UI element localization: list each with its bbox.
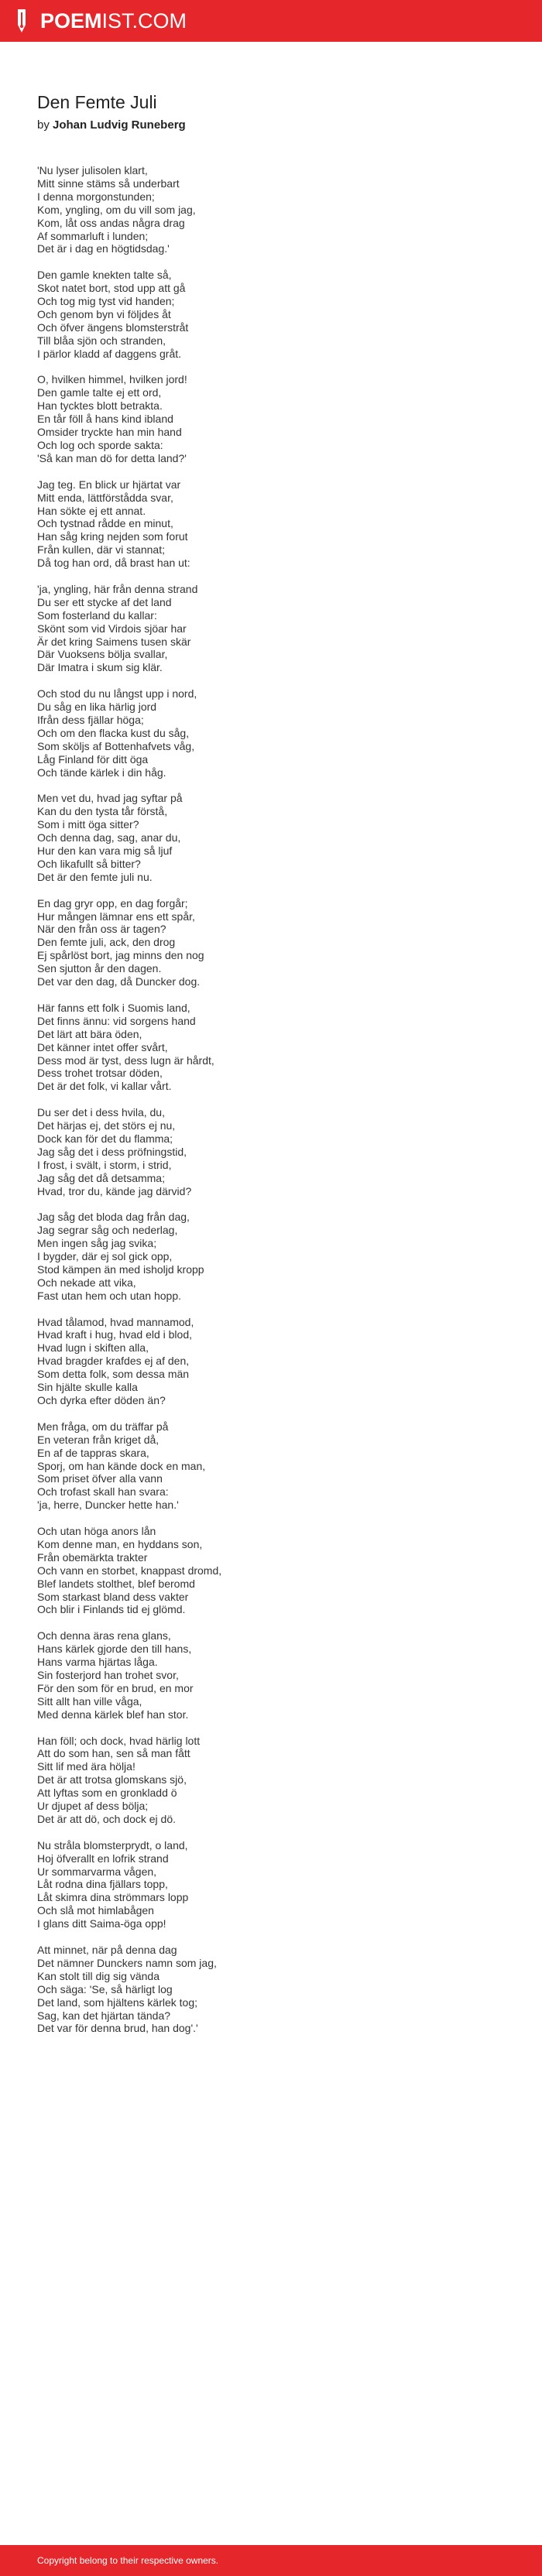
poem-body: [37, 164, 509, 2035]
poem-line: Det är i dag en högtidsdag.': [37, 242, 170, 255]
poem-line: Där Imatra i skum sig klär.: [37, 661, 163, 674]
poem-line: Sitt allt han ville våga,: [37, 1694, 142, 1708]
poem-line: Kom denne man, en hyddans son,: [37, 1537, 203, 1550]
poem-stanza: [37, 583, 509, 674]
poem-line: Kom, yngling, om du vill som jag,: [37, 203, 196, 216]
poem-stanza: [37, 1316, 509, 1407]
poem-stanza: [37, 373, 509, 464]
poem-line: Du ser ett stycke af det land: [37, 595, 172, 608]
poem-line: Han föll; och dock, hvad härlig lott: [37, 1734, 201, 1747]
poem-line: Du såg en lika härlig jord: [37, 701, 157, 714]
poem-line: Nu stråla blomsterprydt, o land,: [37, 1838, 188, 1852]
quill-pen-icon: [11, 8, 33, 34]
poem-line: Som fosterland du kallar:: [37, 608, 157, 622]
poem-line: O, hvilken himmel, hvilken jord!: [37, 373, 187, 386]
poem-line: Och denna äras rena glans,: [37, 1629, 171, 1643]
poem-line: En dag gryr opp, en dag forgår;: [37, 896, 188, 909]
poem-line: Att minnet, när på denna dag: [37, 1943, 177, 1956]
poem-line: Hvad tålamod, hvad mannamod,: [37, 1315, 194, 1328]
poem-line: Hvad bragder krafdes ej af den,: [37, 1355, 190, 1368]
poem-line: Och tystnad rådde en minut,: [37, 517, 173, 530]
poem-line: Den gamle talte ej ett ord,: [37, 386, 162, 399]
poem-line: 'Nu lyser julisolen klart,: [37, 164, 148, 176]
poem-line: Då tog han ord, då brast han ut:: [37, 557, 190, 570]
poem-stanza: [37, 1420, 509, 1512]
poem-line: Sag, kan det hjärtan tända?: [37, 2009, 171, 2022]
poem-line: I pärlor kladd af daggens gråt.: [37, 347, 182, 360]
poem-line: Som detta folk, som dessa män: [37, 1368, 190, 1381]
poem-line: En tår föll å hans kind ibland: [37, 413, 173, 426]
poem-line: Sitt lif med ära hölja!: [37, 1760, 136, 1773]
poem-line: Och säga: 'Se, så härligt log: [37, 1982, 173, 1995]
poem-line: Jag såg det i dess pröfningstid,: [37, 1145, 187, 1158]
poem-line: När den från oss är tagen?: [37, 923, 166, 936]
poem-line: Och likafullt så bitter?: [37, 857, 141, 870]
poem-line: Jag såg det då detsamma;: [37, 1171, 165, 1184]
poem-line: Med denna kärlek blef han stor.: [37, 1708, 189, 1721]
poem-line: Och nekade att vika,: [37, 1276, 136, 1289]
poem-line: Som starkast bland dess vakter: [37, 1590, 189, 1603]
poem-line: Jag teg. En blick ur hjärtat var: [37, 478, 181, 491]
poem-line: Ej spårlöst bort, jag minns den nog: [37, 949, 204, 962]
poem-line: Och trofast skall han svara:: [37, 1485, 169, 1499]
poem-line: Och genom byn vi följdes åt: [37, 307, 171, 320]
copyright-notice: Copyright belong to their respective owners.: [37, 2555, 219, 2566]
poem-line: Det var för denna brud, han dog'.': [37, 2022, 198, 2035]
poem-line: Det är det folk, vi kallar vårt.: [37, 1080, 172, 1093]
poem-line: Dock kan för det du flamma;: [37, 1132, 173, 1145]
poem-line: Och log och sporde sakta:: [37, 439, 163, 451]
poem-line: En veteran från kriget då,: [37, 1433, 160, 1446]
author-link[interactable]: Johan Ludvig Runeberg: [53, 118, 186, 132]
poem-line: Den gamle knekten talte så,: [37, 269, 172, 282]
poem-line: Till blåa sjön och stranden,: [37, 334, 166, 347]
site-logo-link[interactable]: [11, 8, 187, 34]
poem-line: Och tog mig tyst vid handen;: [37, 295, 175, 308]
poem-line: Och om den flacka kust du såg,: [37, 726, 190, 739]
poem-line: Sporj, om han kände dock en man,: [37, 1459, 206, 1472]
poem-line: Hur mången lämnar ens ett spår,: [37, 909, 195, 923]
poem-line: Är det kring Saimens tusen skär: [37, 635, 191, 648]
poem-line: Och utan höga anors lån: [37, 1525, 156, 1538]
poem-line: För den som för en brud, en mor: [37, 1681, 194, 1694]
poem-line: Det nämner Dunckers namn som jag,: [37, 1956, 217, 1969]
poem-line: Du ser det i dess hvila, du,: [37, 1106, 165, 1119]
poem-line: Hoj öfverallt en lofrik strand: [37, 1852, 169, 1865]
site-logo-text: POEMIST.COM: [40, 9, 187, 33]
poem-line: Skönt som vid Virdois sjöar har: [37, 622, 187, 635]
poem-stanza: [37, 1211, 509, 1302]
poem-line: Dess mod är tyst, dess lugn är hårdt,: [37, 1053, 214, 1067]
poem-line: Att do som han, sen så man fått: [37, 1747, 190, 1760]
poem-line: I frost, i svält, i storm, i strid,: [37, 1158, 172, 1171]
poem-line: Hvad lugn i skiften alla,: [37, 1341, 149, 1355]
poem-line: Dess trohet trotsar döden,: [37, 1067, 163, 1080]
poem-title: Den Femte Juli: [37, 92, 157, 112]
poem-line: Ur sommarvarma vågen,: [37, 1865, 157, 1878]
poem-line: Hans kärlek gjorde den till hans,: [37, 1643, 192, 1656]
poem-line: Af sommarluft i lunden;: [37, 229, 149, 242]
poem-line: Mitt sinne stäms så underbart: [37, 176, 180, 190]
poem-line: Jag segrar såg och nederlag,: [37, 1224, 178, 1237]
poem-line: Det är den femte juli nu.: [37, 870, 153, 883]
poem-stanza: [37, 478, 509, 570]
poem-line: Ur djupet af dess bölja;: [37, 1800, 149, 1813]
poem-line: Från kullen, där vi stannat;: [37, 543, 165, 557]
poem-line: Kom, låt oss andas några drag: [37, 216, 185, 229]
poem-line: Blef landets stolthet, blef beromd: [37, 1577, 195, 1590]
byline-label: by: [37, 118, 53, 132]
poem-line: Hvad, tror du, kände jag därvid?: [37, 1184, 192, 1197]
poem-line: Låg Finland för ditt öga: [37, 752, 149, 766]
poem-line: Det är att trotsa glomskans sjö,: [37, 1773, 187, 1786]
poem-line: Låt skimra dina strömmars lopp: [37, 1891, 189, 1904]
poem-line: Kan stolt till dig sig vända: [37, 1969, 160, 1982]
poem-line: Det land, som hjältens kärlek tog;: [37, 1995, 197, 2009]
site-header: [0, 0, 542, 42]
poem-line: Men fråga, om du träffar på: [37, 1420, 169, 1433]
poem-line: I bygder, där ej sol gick opp,: [37, 1250, 173, 1263]
site-footer: [0, 2545, 542, 2576]
poem-stanza: [37, 1839, 509, 1930]
poem-line: I glans ditt Saima-öga opp!: [37, 1917, 166, 1930]
poem-line: Sin hjälte skulle kalla: [37, 1381, 138, 1394]
poem-line: Fast utan hem och utan hopp.: [37, 1289, 182, 1302]
poem-line: 'ja, yngling, här från denna strand: [37, 582, 198, 595]
poem-stanza: [37, 269, 509, 360]
poem-line: Det känner intet offer svårt,: [37, 1040, 168, 1053]
poem-line: Och slå mot himlabågen: [37, 1904, 154, 1917]
poem-line: Stod kämpen än med isholjd kropp: [37, 1262, 204, 1276]
poem-line: 'Så kan man dö for detta land?': [37, 451, 187, 464]
poem-line: Ifrån dess fjällar höga;: [37, 713, 144, 726]
poem-line: Han tycktes blott betrakta.: [37, 399, 163, 413]
poem-line: Att lyftas som en gronkladd ö: [37, 1786, 177, 1800]
poem-line: Sin fosterjord han trohet svor,: [37, 1669, 179, 1681]
poem-line: Det finns ännu: vid sorgens hand: [37, 1014, 196, 1027]
poem-line: Omsider tryckte han min hand: [37, 426, 182, 439]
poem-line: Som i mitt öga sitter?: [37, 818, 139, 831]
poem-line: Och stod du nu långst upp i nord,: [37, 687, 197, 701]
poem-stanza: [37, 1525, 509, 1616]
poem-stanza: [37, 687, 509, 779]
poem-line: Och tände kärlek i din håg.: [37, 766, 166, 779]
poem-line: Hvad kraft i hug, hvad eld i blod,: [37, 1328, 193, 1341]
poem-line: Som priset öfver alla vann: [37, 1472, 163, 1485]
poem-line: Och blir i Finlands tid ej glömd.: [37, 1603, 186, 1616]
poem-line: Som sköljs af Bottenhafvets våg,: [37, 739, 195, 752]
poem-line: Och öfver ängens blomsterstråt: [37, 320, 189, 334]
poem-line: Här fanns ett folk i Suomis land,: [37, 1001, 190, 1014]
poem-stanza: [37, 164, 509, 255]
poem-byline: [37, 118, 509, 133]
poem-line: Skot natet bort, stod upp att gå: [37, 282, 186, 295]
poem-line: Det lärt att bära öden,: [37, 1027, 142, 1040]
poem-line: Från obemärkta trakter: [37, 1550, 148, 1564]
poem-line: 'ja, herre, Duncker hette han.': [37, 1499, 179, 1512]
poem-line: Men vet du, hvad jag syftar på: [37, 792, 183, 805]
poem-line: Och dyrka efter döden än?: [37, 1394, 166, 1407]
poem-stanza: [37, 1944, 509, 2035]
poem-line: Och denna dag, sag, anar du,: [37, 831, 181, 844]
poem-line: Det var den dag, då Duncker dog.: [37, 975, 201, 988]
poem-line: Hans varma hjärtas låga.: [37, 1656, 158, 1669]
poem-line: Sen sjutton år den dagen.: [37, 962, 162, 975]
poem-line: Det är att dö, och dock ej dö.: [37, 1812, 176, 1825]
poem-line: Hur den kan vara mig så ljuf: [37, 844, 173, 858]
poem-stanza: [37, 1106, 509, 1197]
poem-line: Det härjas ej, det störs ej nu,: [37, 1119, 176, 1132]
poem-line: Kan du den tysta tår förstå,: [37, 805, 168, 818]
poem-stanza: [37, 1629, 509, 1721]
poem-line: Den femte juli, ack, den drog: [37, 936, 176, 949]
poem-stanza: [37, 897, 509, 988]
poem-stanza: [37, 1002, 509, 1093]
poem-line: Låt rodna dina fjällars topp,: [37, 1878, 168, 1891]
poem-stanza: [37, 792, 509, 883]
poem-line: Mitt enda, lättförstådda svar,: [37, 491, 173, 504]
poem-line: Han sökte ej ett annat.: [37, 504, 146, 517]
poem-line: Jag såg det bloda dag från dag,: [37, 1211, 190, 1224]
poem-line: Där Vuoksens bölja svallar,: [37, 648, 168, 661]
poem-stanza: [37, 1735, 509, 1826]
poem-line: Och vann en storbet, knappast dromd,: [37, 1564, 222, 1577]
poem-content: [37, 91, 509, 2048]
poem-line: Han såg kring nejden som forut: [37, 530, 188, 543]
poem-line: I denna morgonstunden;: [37, 190, 155, 203]
poem-line: Men ingen såg jag svika;: [37, 1237, 157, 1250]
poem-line: En af de tappras skara,: [37, 1446, 149, 1459]
